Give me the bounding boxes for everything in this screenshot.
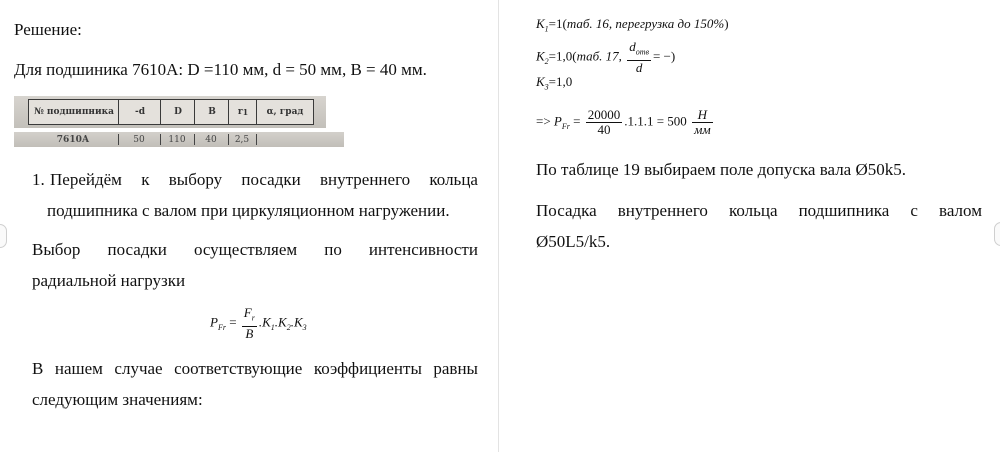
- right-scroll-handle[interactable]: [994, 222, 1000, 246]
- bearing-table-header-photo: [14, 96, 326, 128]
- k1-coefficient: $K_1=1(таб$. 16, перегрузка до 150%): [536, 16, 729, 34]
- coefficients-paragraph-line2: следующим значениям:: [32, 390, 203, 409]
- table-row-cell: 2,5: [228, 134, 257, 145]
- right-page: [500, 0, 1000, 452]
- left-page: [0, 0, 498, 452]
- table-row-cell: 110: [160, 134, 195, 145]
- k2-coefficient: $K_2=1,0(таб$. 17, $\frac{d_{отв}}{d}$ = −): [536, 39, 676, 75]
- solution-heading: Решение:: [14, 20, 82, 39]
- shaft-tolerance-paragraph: По таблице 19 выбираем поле допуска вала Ø50k5.: [536, 160, 906, 179]
- page-divider: [498, 0, 499, 452]
- step-text-line2: подшипника с валом при циркуляционном нагружении.: [47, 201, 450, 220]
- table-row-cell: 7610А: [28, 134, 119, 145]
- load-intensity-formula: $P_{Fr}$ = $\frac{F_r}{B}$ $.K_1.K_2.K_3$: [210, 305, 307, 341]
- table-header-cell: r 1: [228, 99, 257, 125]
- left-scroll-handle[interactable]: [0, 224, 7, 248]
- bearing-dimensions: Для подшиника 7610А: D =110 мм, d = 50 мм, B = 40 мм.: [14, 60, 427, 79]
- table-header-cell: -d: [118, 99, 161, 125]
- k3-coefficient: $K_3=1,0$: [536, 74, 573, 92]
- table-row-cell: 40: [194, 134, 229, 145]
- bearing-table-row-photo: [14, 132, 344, 147]
- table-header-cell: № подшипника: [28, 99, 119, 125]
- step-text-line1: Перейдём к выбору посадки внутреннего кольца: [50, 170, 478, 189]
- load-intensity-result: => $P_{Fr}$ = $\frac{20000}{40}$ .1.1.1 = 500 $\frac{Н}{мм}$: [536, 107, 711, 137]
- table-header-cell: B: [194, 99, 229, 125]
- fit-paragraph-line2: Ø50L5/k5.: [536, 232, 611, 251]
- coefficients-paragraph-line1: В нашем случае соответствующие коэффициенты равны: [32, 359, 478, 378]
- table-header-cell: α, град: [256, 99, 314, 125]
- table-header-cell: D: [160, 99, 195, 125]
- table-row-cell: 50: [118, 134, 161, 145]
- load-paragraph-line2: радиальной нагрузки: [32, 271, 186, 290]
- fit-paragraph-line1: Посадка внутреннего кольца подшипника с валом: [536, 201, 982, 220]
- load-paragraph-line1: Выбор посадки осуществляем по интенсивности: [32, 240, 478, 259]
- step-number: 1.: [32, 170, 45, 189]
